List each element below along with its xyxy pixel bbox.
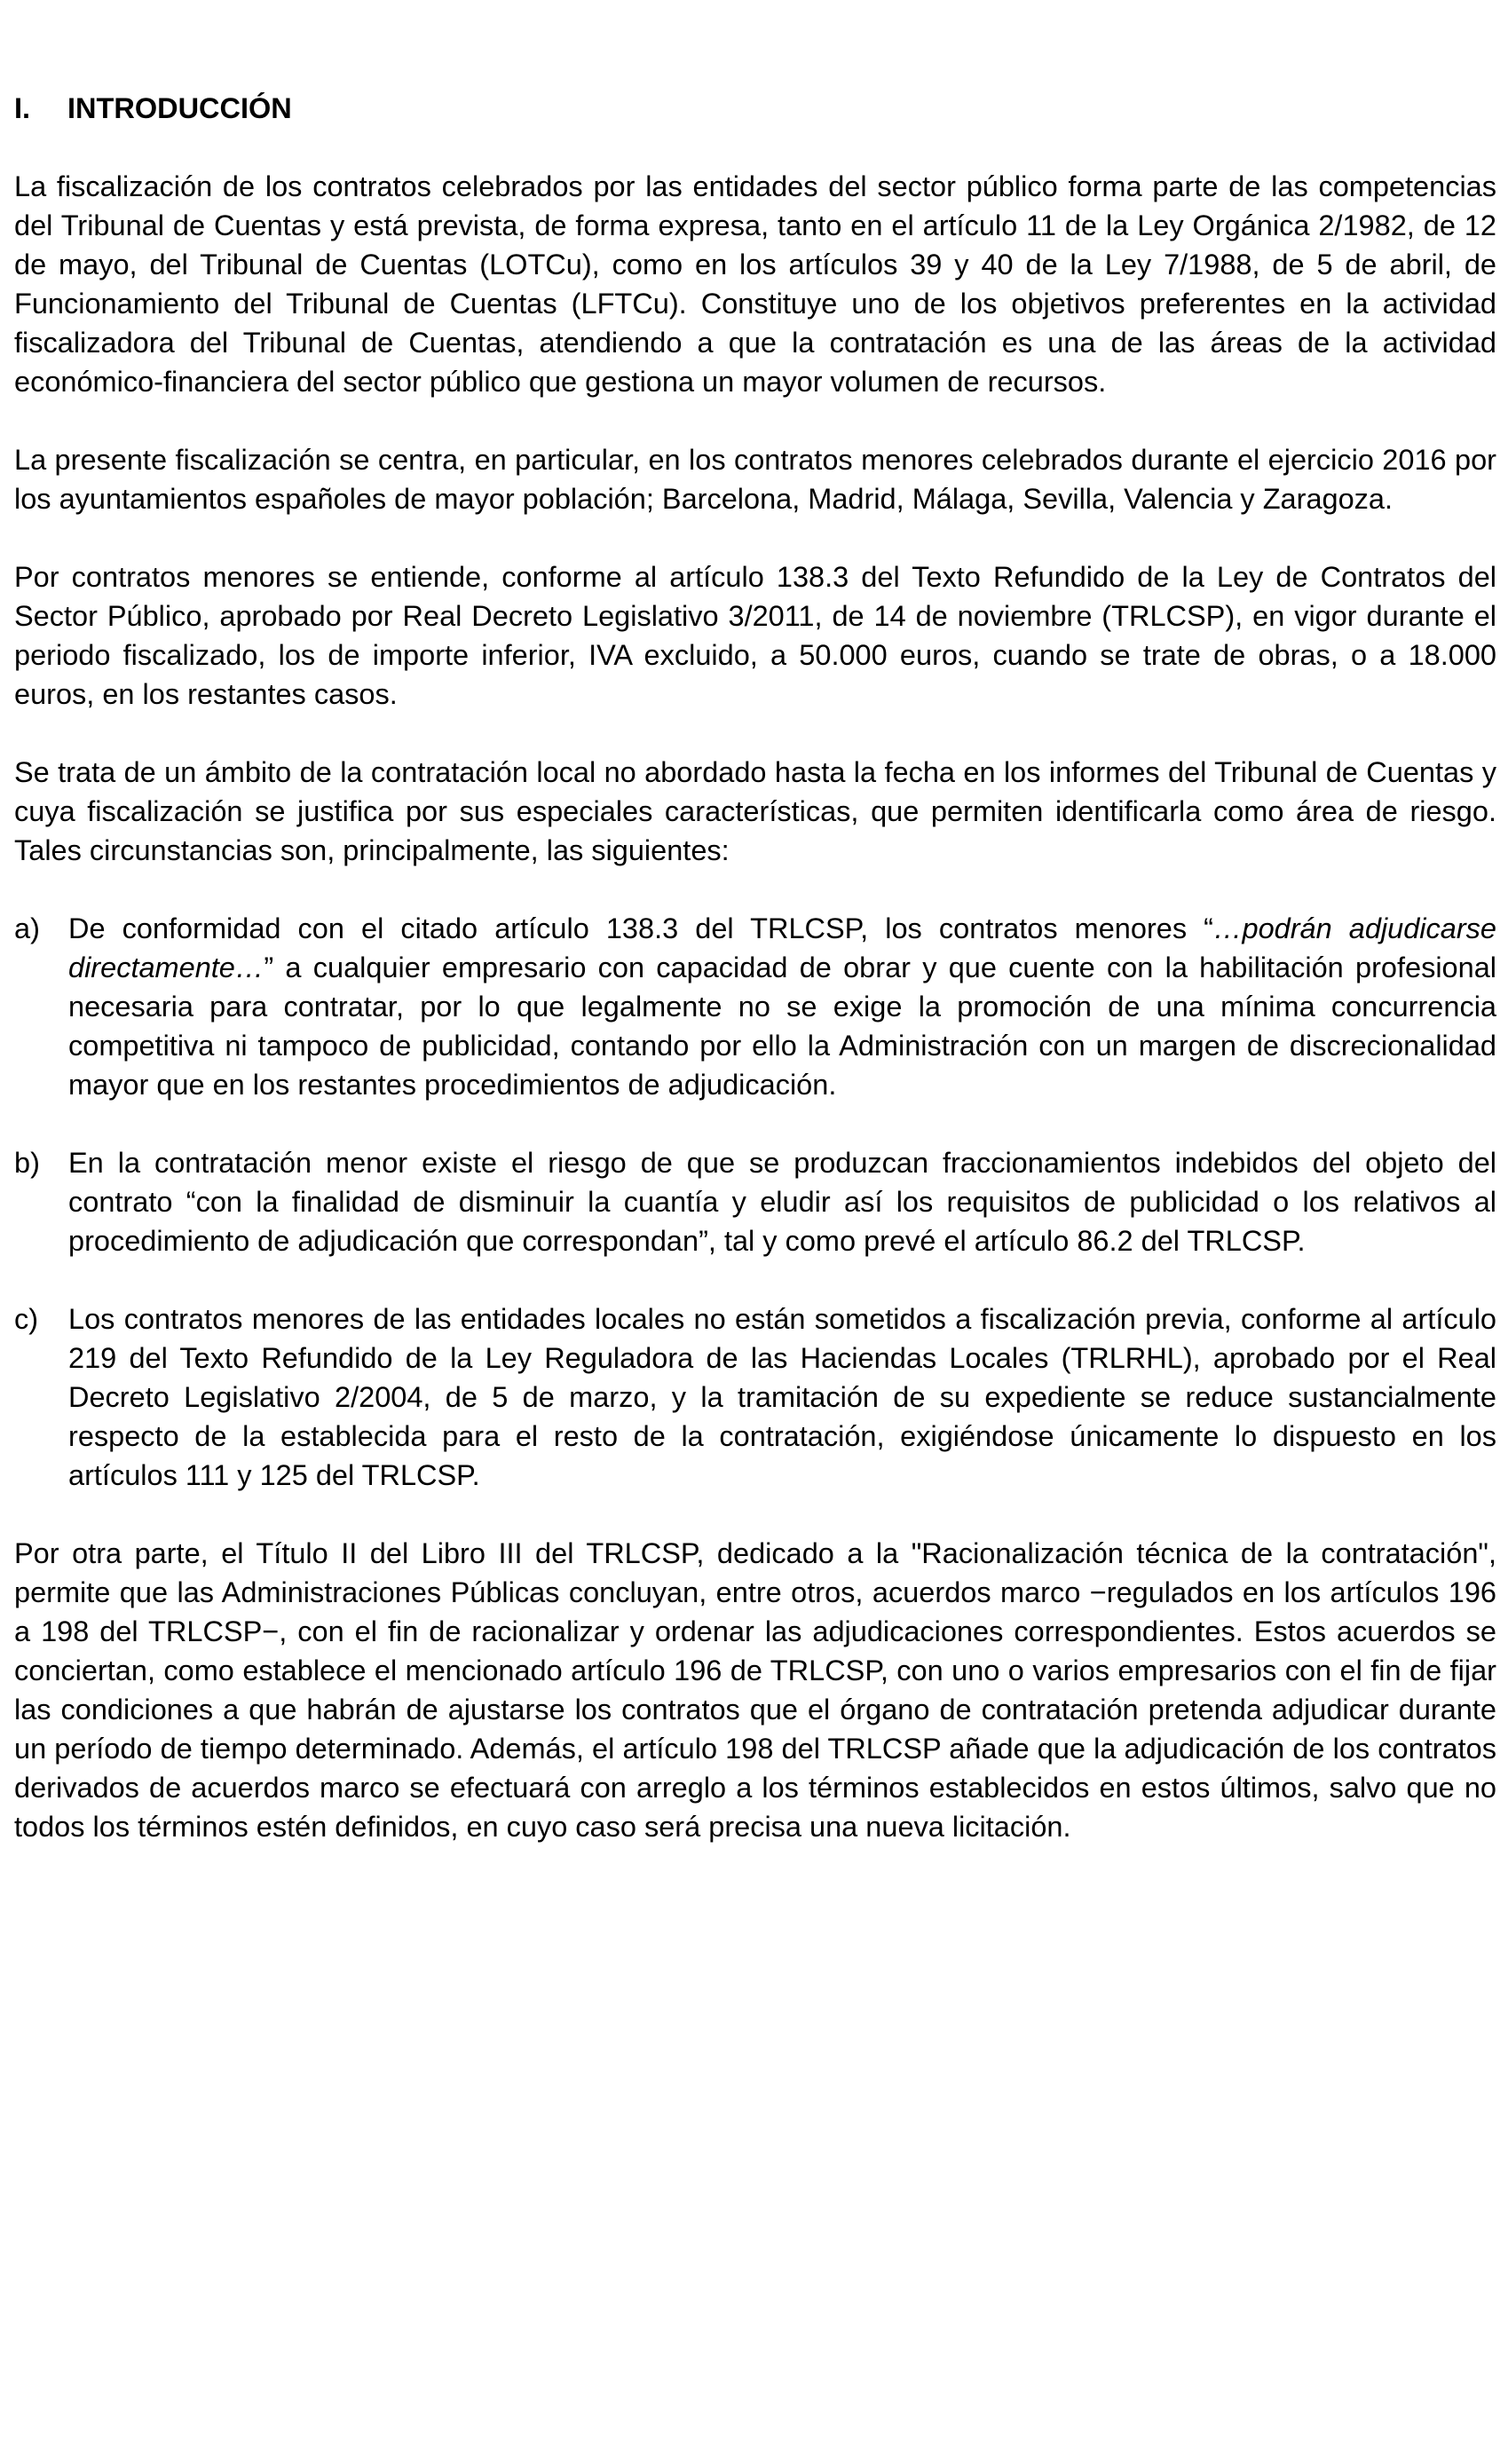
list-text-segment: ” a cualquier empresario con capacidad de obrar y que cuente con la habilitación profesional necesaria para contratar, por lo que legalmente no se exige la promoción de una mínima concurrencia competitiva ni tampoco de publicidad, contando por ello la Administración con un margen de discrecionalidad mayor que en los restantes procedimientos de adjudicación. <box>68 952 1496 1101</box>
list-marker: a) <box>14 912 40 944</box>
section-number: I. <box>14 92 31 124</box>
italic-quote: …podrán adjudicarse directamente… <box>68 912 1496 983</box>
paragraph-area-de-riesgo: Se trata de un ámbito de la contratación local no abordado hasta la fecha en los informes del Tribunal de Cuentas y cuya fiscalización se justifica por sus especiales características, que permiten identificarla como área de riesgo. Tales circunstancias son, principalmente, las siguientes: <box>14 756 1496 866</box>
list-item-text: En la contratación menor existe el riesgo de que se produzcan fraccionamientos indebidos del objeto del contrato “con la finalidad de disminuir la cuantía y eludir así los requisitos de publicidad o los relativos al procedimiento de adjudicación que correspondan”, tal y como prevé el artículo 86.2 del TRLCSP. <box>68 1147 1496 1257</box>
section-title: INTRODUCCIÓN <box>67 92 292 124</box>
list-item-text <box>68 909 1496 1104</box>
document-page <box>14 89 1496 1885</box>
list-marker: b) <box>14 1147 40 1179</box>
paragraph-ambito: La presente fiscalización se centra, en particular, en los contratos menores celebrados durante el ejercicio 2016 por los ayuntamientos españoles de mayor población; Barcelona, Madrid, Málaga, Sevilla, Valencia y Zaragoza. <box>14 444 1496 515</box>
list-item-a <box>14 909 1496 1104</box>
list-text-segment: De conformidad con el citado artículo 138.3 del TRLCSP, los contratos menores “ <box>68 912 1213 944</box>
list-item-b <box>14 1143 1496 1260</box>
paragraph-acuerdos-marco: Por otra parte, el Título II del Libro III del TRLCSP, dedicado a la "Racionalización técnica de la contratación", permite que las Administraciones Públicas concluyan, entre otros, acuerdos marco −regulados en los artículos 196 a 198 del TRLCSP−, con el fin de racionalizar y ordenar las adjudicaciones correspondientes. Estos acuerdos se conciertan, como establece el mencionado artículo 196 de TRLCSP, con uno o varios empresarios con el fin de fijar las condiciones a que habrán de ajustarse los contratos que el órgano de contratación pretenda adjudicar durante un período de tiempo determinado. Además, el artículo 198 del TRLCSP añade que la adjudicación de los contratos derivados de acuerdos marco se efectuará con arreglo a los términos establecidos en estos últimos, salvo que no todos los términos estén definidos, en cuyo caso será precisa una nueva licitación. <box>14 1537 1496 1843</box>
list-item-text: Los contratos menores de las entidades locales no están sometidos a fiscalización previa, conforme al artículo 219 del Texto Refundido de la Ley Reguladora de las Haciendas Locales (TRLRHL), aprobado por el Real Decreto Legislativo 2/2004, de 5 de marzo, y la tramitación de su expediente se reduce sustancialmente respecto de la establecida para el resto de la contratación, exigiéndose únicamente lo dispuesto en los artículos 111 y 125 del TRLCSP. <box>68 1303 1496 1491</box>
section-heading <box>14 89 1496 128</box>
paragraph-fiscalizacion: La fiscalización de los contratos celebrados por las entidades del sector público forma parte de las competencias del Tribunal de Cuentas y está prevista, de forma expresa, tanto en el artículo 11 de la Ley Orgánica 2/1982, de 12 de mayo, del Tribunal de Cuentas (LOTCu), como en los artículos 39 y 40 de la Ley 7/1988, de 5 de abril, de Funcionamiento del Tribunal de Cuentas (LFTCu). Constituye uno de los objetivos preferentes en la actividad fiscalizadora del Tribunal de Cuentas, atendiendo a que la contratación es una de las áreas de la actividad económico-financiera del sector público que gestiona un mayor volumen de recursos. <box>14 170 1496 398</box>
list-item-c <box>14 1299 1496 1495</box>
list-marker: c) <box>14 1303 39 1335</box>
paragraph-definicion-contratos-menores: Por contratos menores se entiende, conforme al artículo 138.3 del Texto Refundido de la Ley de Contratos del Sector Público, aprobado por Real Decreto Legislativo 3/2011, de 14 de noviembre (TRLCSP), en vigor durante el periodo fiscalizado, los de importe inferior, IVA excluido, a 50.000 euros, cuando se trate de obras, o a 18.000 euros, en los restantes casos. <box>14 561 1496 710</box>
